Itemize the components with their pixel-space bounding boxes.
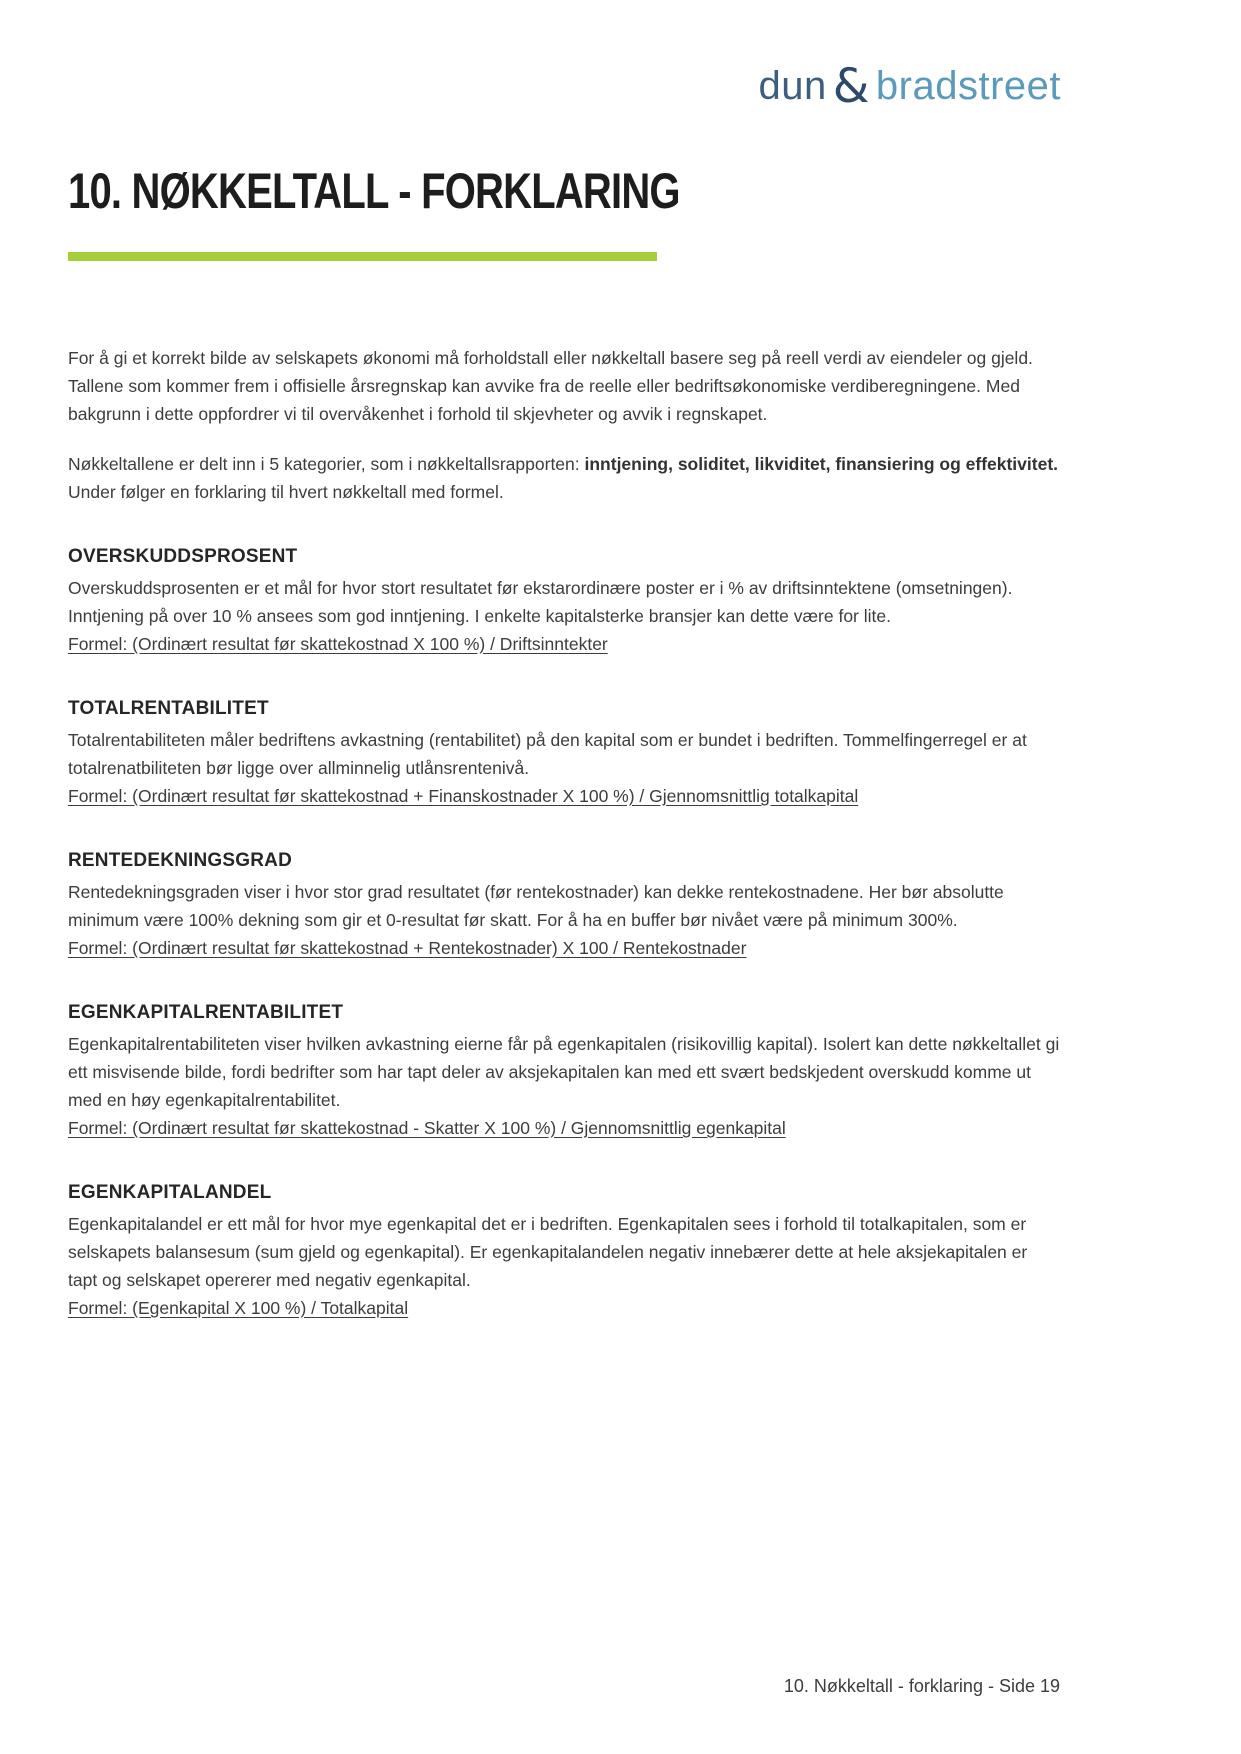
section-formula: Formel: (Ordinært resultat før skattekostnad - Skatter X 100 %) / Gjennomsnittlig egenkapital <box>68 1118 786 1138</box>
section-heading: RENTEDEKNINGSGRAD <box>68 850 293 871</box>
section-heading: EGENKAPITALRENTABILITET <box>68 1002 344 1023</box>
section-heading: TOTALRENTABILITET <box>68 698 269 719</box>
section-egenkapitalandel <box>68 1178 1060 1322</box>
section-body: Overskuddsprosenten er et mål for hvor stort resultatet før ekstarordinære poster er i % av driftsinntektene (omsetningen). Inntjening på over 10 % ansees som god inntjening. I enkelte kapitalsterke bransjer kan dette være for lite. <box>68 578 1013 626</box>
section-formula: Formel: (Egenkapital X 100 %) / Totalkapital <box>68 1298 409 1318</box>
page-title: 10. NØKKELTALL - FORKLARING <box>68 163 680 219</box>
section-body: Egenkapitalandel er ett mål for hvor mye egenkapital det er i bedriften. Egenkapitalen sees i forhold til totalkapitalen, som er selskapets balansesum (sum gjeld og egenkapital). Er egenkapitalandelen negativ innebærer dette at hele aksjekapitalen er tapt og selskapet opererer med negativ egenkapital. <box>68 1214 1028 1290</box>
section-body: Rentedekningsgraden viser i hvor stor grad resultatet (før rentekostnader) kan dekke rentekostnadene. Her bør absolutte minimum være 100% dekning som gir et 0-resultat før skatt. For å ha en buffer bør nivået være på minimum 300%. <box>68 882 1004 930</box>
categories-text-prefix: Nøkkeltallene er delt inn i 5 kategorier, som i nøkkeltallsrapporten: <box>68 454 585 474</box>
section-heading: OVERSKUDDSPROSENT <box>68 546 298 567</box>
categories-text-suffix: Under følger en forklaring til hvert nøkkeltall med formel. <box>68 482 504 502</box>
page-footer: 10. Nøkkeltall - forklaring - Side 19 <box>783 1676 1060 1696</box>
section-heading: EGENKAPITALANDEL <box>68 1182 272 1203</box>
section-formula: Formel: (Ordinært resultat før skattekostnad + Finanskostnader X 100 %) / Gjennomsnittlig totalkapital <box>68 786 859 806</box>
logo-bradstreet-text: bradstreet <box>875 64 1061 108</box>
dun-bradstreet-logo <box>758 59 1061 114</box>
section-totalrentabilitet <box>68 694 1060 810</box>
section-rentedekningsgrad <box>68 846 1060 962</box>
section-overskuddsprosent <box>68 542 1060 658</box>
categories-text-bold: inntjening, soliditet, likviditet, finansiering og effektivitet. <box>584 454 1059 474</box>
content-area <box>68 344 1060 1322</box>
section-body: Totalrentabiliteten måler bedriftens avkastning (rentabilitet) på den kapital som er bundet i bedriften. Tommelfingerregel er at totalrenatbiliteten bør ligge over allminnelig utlånsrentenivå. <box>68 730 1027 778</box>
section-formula: Formel: (Ordinært resultat før skattekostnad X 100 %) / Driftsinntekter <box>68 634 608 654</box>
section-formula: Formel: (Ordinært resultat før skattekostnad + Rentekostnader) X 100 / Rentekostnader <box>68 938 747 958</box>
logo-dun-text: dun <box>758 64 827 108</box>
categories-paragraph <box>68 450 1060 506</box>
intro-paragraph: For å gi et korrekt bilde av selskapets økonomi må forholdstall eller nøkkeltall basere seg på reell verdi av eiendeler og gjeld. Tallene som kommer frem i offisielle årsregnskap kan avvike fra de reelle eller bedriftsøkonomiske verdiberegningene. Med bakgrunn i dette oppfordrer vi til overvåkenhet i forhold til skjevheter og avvik i regnskapet. <box>68 348 1033 424</box>
title-accent-bar <box>68 252 657 261</box>
section-body: Egenkapitalrentabiliteten viser hvilken avkastning eierne får på egenkapitalen (risikovillig kapital). Isolert kan dette nøkkeltallet gi ett misvisende bilde, fordi bedrifter som har tapt deler av aksjekapitalen kan med ett svært bedskjedent overskudd komme ut med en høy egenkapitalrentabilitet. <box>68 1034 1060 1110</box>
section-egenkapitalrentabilitet <box>68 998 1060 1142</box>
ampersand-icon: & <box>832 59 870 114</box>
